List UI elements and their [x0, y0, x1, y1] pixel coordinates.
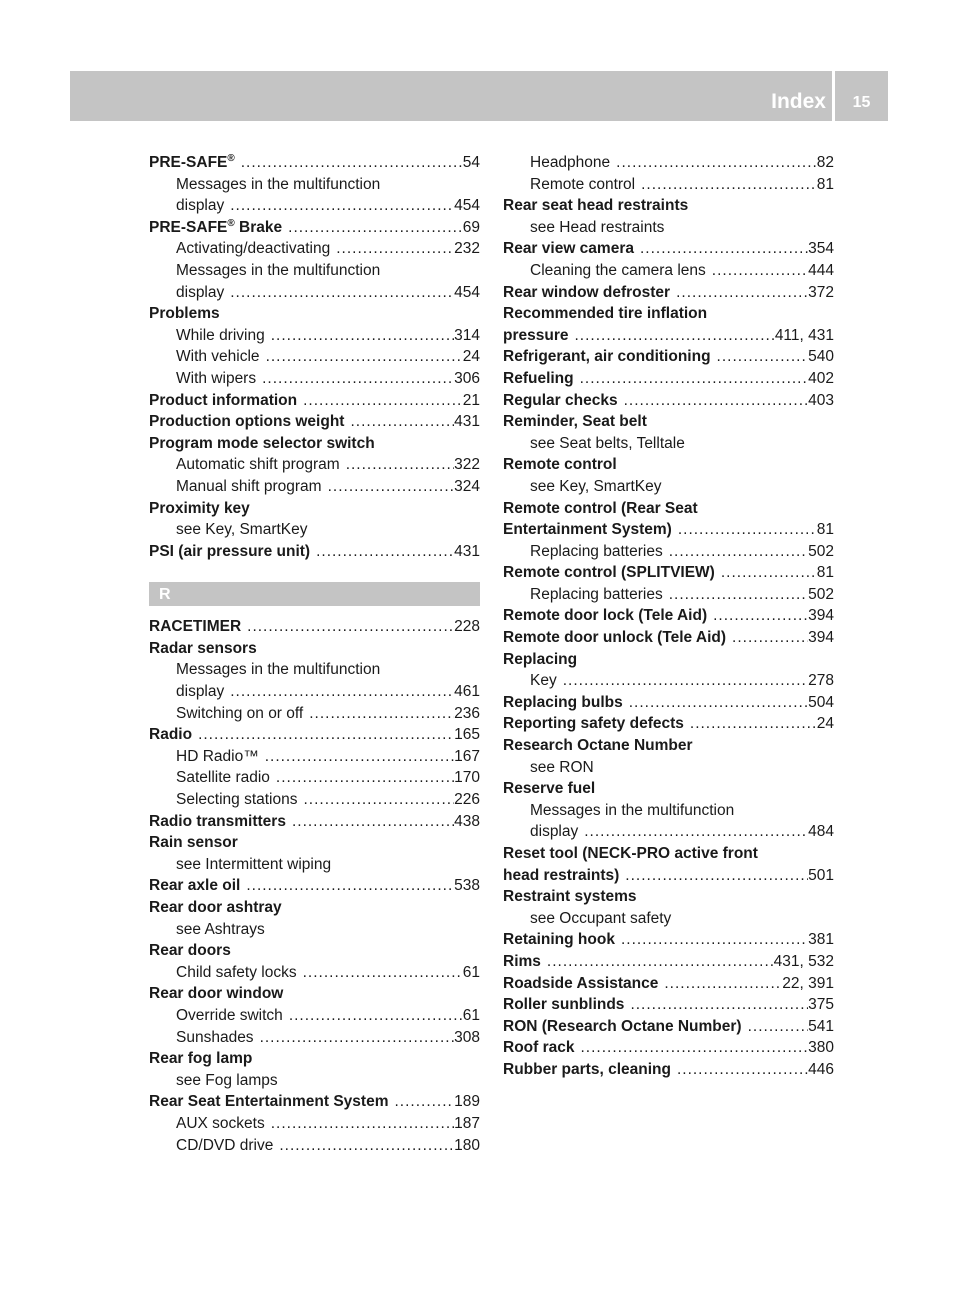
entry-text: Reporting safety defects: [503, 715, 684, 733]
index-entry[interactable]: [503, 325, 834, 347]
entry-text: Messages in the multifunction: [176, 661, 381, 679]
index-subentry[interactable]: [149, 346, 480, 368]
entry-text: Manual shift program: [176, 477, 322, 495]
dot-leader: [610, 152, 817, 174]
entry-text: Radio transmitters: [149, 812, 286, 830]
entry-page-number[interactable]: 167: [454, 747, 480, 765]
entry-page-number[interactable]: 314: [454, 326, 480, 344]
entry-text: Product information: [149, 391, 298, 409]
entry-text: Proximity key: [149, 499, 250, 517]
index-subentry[interactable]: [503, 541, 834, 563]
entry-page-number[interactable]: 187: [454, 1114, 480, 1132]
entry-text: Research Octane Number: [503, 737, 693, 755]
entry-text: Rear seat head restraints: [503, 197, 689, 215]
index-entry[interactable]: [149, 1091, 480, 1113]
entry-page-number[interactable]: 375: [808, 996, 834, 1014]
index-entry[interactable]: [503, 1016, 834, 1038]
entry-text: RACETIMER: [149, 618, 242, 636]
entry-text: PRE-SAFE®: [149, 152, 235, 171]
index-subentry: [503, 757, 834, 779]
entry-text: Rims: [503, 952, 541, 970]
index-entry[interactable]: [503, 713, 834, 735]
dot-leader: [574, 368, 809, 390]
index-subentry[interactable]: [149, 282, 480, 304]
entry-text: Replacing batteries: [530, 542, 663, 560]
entry-text: Remote door unlock (Tele Aid): [503, 629, 727, 647]
entry-page-number[interactable]: 461: [454, 683, 480, 701]
index-entry[interactable]: [503, 346, 834, 368]
entry-text: Refueling: [503, 369, 574, 387]
entry-text: Program mode selector switch: [149, 434, 375, 452]
entry-text: HD Radio™: [176, 747, 259, 765]
index-subentry[interactable]: [149, 746, 480, 768]
entry-page-number[interactable]: 228: [454, 618, 480, 636]
index-subentry: [149, 1070, 480, 1092]
entry-text: see Seat belts, Telltale: [530, 434, 685, 452]
entry-text: Remote door lock (Tele Aid): [503, 607, 708, 625]
index-subentry[interactable]: [503, 174, 834, 196]
index-subentry: [503, 800, 834, 822]
entry-page-number[interactable]: 381: [808, 931, 834, 949]
entry-text: Entertainment System): [503, 521, 672, 539]
dot-leader: [265, 325, 454, 347]
index-entry[interactable]: [503, 627, 834, 649]
index-list-before: [149, 152, 480, 562]
entry-text: Switching on or off: [176, 704, 304, 722]
dot-leader: [707, 605, 808, 627]
index-column-right: [503, 152, 834, 1081]
index-list-after: [149, 616, 480, 1156]
entry-text: see Ashtrays: [176, 920, 265, 938]
section-letter-bar: R: [149, 582, 480, 606]
entry-text: With wipers: [176, 369, 257, 387]
dot-leader: [265, 1113, 454, 1135]
index-entry: [149, 940, 480, 962]
entry-page-number[interactable]: 454: [454, 197, 480, 215]
entry-text: AUX sockets: [176, 1114, 265, 1132]
index-entry: [149, 303, 480, 325]
index-subentry: [503, 217, 834, 239]
entry-text: Rear view camera: [503, 240, 634, 258]
entry-text: While driving: [176, 326, 265, 344]
entry-page-number[interactable]: 180: [454, 1136, 480, 1154]
dot-leader: [241, 616, 454, 638]
index-subentry[interactable]: [503, 821, 834, 843]
index-entry[interactable]: [503, 562, 834, 584]
entry-text: Child safety locks: [176, 963, 297, 981]
index-entry[interactable]: [503, 238, 834, 260]
dot-leader: [715, 562, 817, 584]
entry-text: Rear axle oil: [149, 877, 241, 895]
entry-page-number[interactable]: 444: [808, 261, 834, 279]
dot-leader: [303, 703, 454, 725]
index-list-right: [503, 152, 834, 1081]
entry-text: Radar sensors: [149, 639, 257, 657]
entry-page-number[interactable]: 61: [462, 1006, 480, 1024]
index-entry[interactable]: [503, 605, 834, 627]
index-entry[interactable]: [503, 282, 834, 304]
entry-text: Key: [530, 672, 557, 690]
index-entry[interactable]: [503, 390, 834, 412]
entry-text: display: [530, 823, 579, 841]
entry-page-number[interactable]: 308: [454, 1028, 480, 1046]
index-entry[interactable]: [149, 616, 480, 638]
entry-text: Refrigerant, air conditioning: [503, 348, 711, 366]
entry-page-number[interactable]: 22, 391: [782, 974, 834, 992]
dot-leader: [623, 692, 808, 714]
dot-leader: [298, 789, 455, 811]
dot-leader: [615, 929, 808, 951]
entry-page-number[interactable]: 372: [808, 283, 834, 301]
entry-page-number[interactable]: 24: [816, 715, 834, 733]
dot-leader: [568, 325, 774, 347]
dot-leader: [254, 1027, 455, 1049]
index-subentry[interactable]: [149, 476, 480, 498]
index-subentry[interactable]: [149, 962, 480, 984]
index-subentry: [149, 854, 480, 876]
entry-text: Production options weight: [149, 413, 345, 431]
entry-page-number[interactable]: 411, 431: [774, 326, 834, 344]
entry-text: see RON: [530, 758, 594, 776]
entry-text: see Fog lamps: [176, 1071, 278, 1089]
index-entry[interactable]: [503, 994, 834, 1016]
index-subentry: [149, 919, 480, 941]
dot-leader: [578, 821, 808, 843]
entry-text: Recommended tire inflation: [503, 305, 708, 323]
entry-text: PRE-SAFE® Brake: [149, 217, 283, 236]
index-entry: [503, 649, 834, 671]
entry-text: Satellite radio: [176, 769, 270, 787]
dot-leader: [273, 1135, 454, 1157]
entry-text: Roadside Assistance: [503, 974, 659, 992]
entry-text: Radio: [149, 726, 193, 744]
entry-text: Headphone: [530, 154, 611, 171]
entry-page-number[interactable]: 402: [808, 369, 834, 387]
entry-text: Remote control (SPLITVIEW): [503, 564, 715, 582]
entry-page-number[interactable]: 394: [808, 607, 834, 625]
dot-leader: [541, 951, 774, 973]
entry-text: Rear Seat Entertainment System: [149, 1093, 389, 1111]
entry-page-number[interactable]: 236: [454, 704, 480, 722]
dot-leader: [297, 962, 463, 984]
dot-leader: [575, 1037, 809, 1059]
dot-leader: [256, 368, 454, 390]
entry-text: Reserve fuel: [503, 780, 596, 798]
index-subentry[interactable]: [503, 260, 834, 282]
entry-text: display: [176, 683, 225, 701]
entry-text: Cleaning the camera lens: [530, 261, 706, 279]
index-entry: [503, 498, 834, 520]
entry-page-number[interactable]: 438: [454, 812, 480, 830]
index-subentry[interactable]: [149, 238, 480, 260]
dot-leader: [672, 519, 817, 541]
entry-text: Rain sensor: [149, 834, 238, 852]
index-entry: [503, 454, 834, 476]
index-subentry[interactable]: [149, 325, 480, 347]
dot-leader: [388, 1091, 454, 1113]
dot-leader: [663, 584, 808, 606]
index-entry: [503, 303, 834, 325]
entry-text: see Intermittent wiping: [176, 855, 332, 873]
dot-leader: [711, 346, 809, 368]
entry-page-number[interactable]: 540: [808, 348, 834, 366]
entry-page-number[interactable]: 81: [816, 521, 834, 539]
entry-text: Rubber parts, cleaning: [503, 1060, 671, 1078]
index-entry[interactable]: [503, 865, 834, 887]
entry-text: Reset tool (NECK-PRO active front: [503, 845, 758, 862]
index-entry[interactable]: [503, 368, 834, 390]
entry-page-number[interactable]: 502: [808, 542, 834, 560]
dot-leader: [283, 1005, 463, 1027]
entry-page-number[interactable]: 322: [454, 456, 480, 474]
entry-page-number[interactable]: 431: [454, 413, 480, 431]
index-subentry: [149, 519, 480, 541]
index-entry[interactable]: [503, 973, 834, 995]
index-entry: [503, 843, 834, 865]
dot-leader: [310, 541, 454, 563]
entry-text: see Head restraints: [530, 218, 665, 236]
entry-page-number[interactable]: 484: [808, 823, 834, 841]
entry-text: see Key, SmartKey: [176, 521, 308, 539]
dot-leader: [635, 174, 817, 196]
index-subentry[interactable]: [149, 1135, 480, 1157]
dot-leader: [224, 681, 454, 703]
index-entry: [503, 195, 834, 217]
entry-text: Automatic shift program: [176, 456, 340, 474]
dot-leader: [742, 1016, 809, 1038]
entry-page-number[interactable]: 501: [808, 866, 834, 884]
dot-leader: [330, 238, 454, 260]
dot-leader: [726, 627, 808, 649]
index-subentry[interactable]: [149, 1027, 480, 1049]
index-subentry: [503, 476, 834, 498]
entry-text: see Occupant safety: [530, 909, 672, 927]
entry-text: display: [176, 197, 225, 215]
entry-page-number[interactable]: 189: [454, 1093, 480, 1111]
index-subentry: [149, 659, 480, 681]
dot-leader: [259, 746, 454, 768]
dot-leader: [618, 390, 809, 412]
index-entry[interactable]: [503, 1037, 834, 1059]
index-subentry: [149, 260, 480, 282]
index-subentry[interactable]: [149, 767, 480, 789]
dot-leader: [192, 724, 454, 746]
entry-page-number[interactable]: 403: [808, 391, 834, 409]
entry-text: Remote control (Rear Seat: [503, 499, 698, 517]
entry-page-number[interactable]: 354: [808, 240, 834, 258]
entry-text: Override switch: [176, 1006, 283, 1024]
entry-text: pressure: [503, 326, 569, 344]
index-entry[interactable]: [149, 724, 480, 746]
entry-text: Sunshades: [176, 1028, 254, 1046]
index-entry[interactable]: [149, 411, 480, 433]
index-entry[interactable]: [503, 519, 834, 541]
dot-leader: [344, 411, 454, 433]
entry-text: Regular checks: [503, 391, 618, 409]
entry-page-number[interactable]: 81: [816, 564, 834, 582]
entry-page-number[interactable]: 504: [808, 693, 834, 711]
entry-text: Activating/deactivating: [176, 240, 331, 258]
entry-text: Messages in the multifunction: [176, 261, 381, 279]
entry-page-number[interactable]: 69: [462, 218, 480, 236]
entry-text: head restraints): [503, 866, 620, 884]
entry-page-number[interactable]: 278: [808, 672, 834, 690]
entry-page-number[interactable]: 324: [454, 477, 480, 495]
entry-page-number[interactable]: 24: [462, 348, 480, 366]
index-entry[interactable]: [149, 811, 480, 833]
entry-page-number[interactable]: 502: [808, 585, 834, 603]
index-entry[interactable]: [149, 875, 480, 897]
index-subentry: [503, 433, 834, 455]
entry-text: Roller sunblinds: [503, 996, 625, 1014]
index-subentry[interactable]: [503, 670, 834, 692]
index-entry: [149, 433, 480, 455]
entry-page-number[interactable]: 61: [462, 963, 480, 981]
entry-text: Replacing: [503, 650, 578, 668]
dot-leader: [557, 670, 808, 692]
entry-page-number[interactable]: 431: [454, 542, 480, 560]
dot-leader: [670, 282, 808, 304]
entry-text: Selecting stations: [176, 791, 298, 809]
dot-leader: [235, 152, 463, 174]
entry-page-number[interactable]: 380: [808, 1039, 834, 1057]
entry-text: Rear doors: [149, 942, 231, 960]
entry-page-number[interactable]: 232: [454, 240, 480, 258]
entry-text: Retaining hook: [503, 931, 615, 949]
entry-text: Replacing bulbs: [503, 693, 623, 711]
entry-text: Roof rack: [503, 1039, 575, 1057]
entry-page-number[interactable]: 454: [454, 283, 480, 301]
entry-text: Rear fog lamp: [149, 1050, 253, 1068]
index-entry[interactable]: [149, 390, 480, 412]
index-subentry: [149, 174, 480, 196]
index-subentry[interactable]: [503, 584, 834, 606]
index-entry[interactable]: [149, 152, 480, 174]
dot-leader: [282, 217, 463, 239]
entry-page-number[interactable]: 165: [454, 726, 480, 744]
index-subentry[interactable]: [149, 1113, 480, 1135]
dot-leader: [624, 994, 808, 1016]
index-entry[interactable]: [503, 692, 834, 714]
entry-page-number[interactable]: 538: [454, 877, 480, 895]
entry-text: Restraint systems: [503, 888, 637, 906]
entry-text: Rear door window: [149, 985, 284, 1003]
entry-text: Problems: [149, 305, 220, 323]
entry-text: RON (Research Octane Number): [503, 1017, 742, 1035]
entry-text: display: [176, 283, 225, 301]
entry-text: Rear window defroster: [503, 283, 671, 301]
dot-leader: [260, 346, 463, 368]
index-subentry[interactable]: [149, 454, 480, 476]
index-subentry[interactable]: [503, 152, 834, 174]
index-entry: [149, 832, 480, 854]
index-entry[interactable]: [503, 1059, 834, 1081]
index-entry: [149, 983, 480, 1005]
index-entry: [149, 1048, 480, 1070]
entry-text: Messages in the multifunction: [176, 175, 381, 193]
dot-leader: [706, 260, 808, 282]
entry-page-number[interactable]: 54: [462, 154, 480, 171]
dot-leader: [297, 390, 463, 412]
entry-page-number[interactable]: 170: [454, 769, 480, 787]
index-entry[interactable]: [149, 217, 480, 239]
entry-page-number[interactable]: 306: [454, 369, 480, 387]
index-subentry[interactable]: [149, 703, 480, 725]
dot-leader: [224, 282, 454, 304]
page-number: 15: [852, 94, 871, 111]
dot-leader: [270, 767, 454, 789]
index-subentry[interactable]: [149, 789, 480, 811]
entry-text: Remote control: [530, 175, 636, 193]
dot-leader: [340, 454, 454, 476]
entry-page-number[interactable]: 21: [462, 391, 480, 409]
entry-text: Rear door ashtray: [149, 899, 282, 916]
entry-page-number[interactable]: 394: [808, 629, 834, 647]
index-entry[interactable]: [503, 929, 834, 951]
index-entry[interactable]: [149, 541, 480, 563]
entry-text: PSI (air pressure unit): [149, 542, 311, 560]
index-entry: [503, 735, 834, 757]
index-subentry[interactable]: [149, 681, 480, 703]
dot-leader: [322, 476, 455, 498]
index-entry: [149, 897, 480, 919]
entry-text: CD/DVD drive: [176, 1136, 274, 1154]
dot-leader: [634, 238, 808, 260]
index-entry: [503, 886, 834, 908]
dot-leader: [224, 195, 454, 217]
entry-text: Messages in the multifunction: [530, 801, 735, 819]
dot-leader: [684, 713, 817, 735]
entry-page-number[interactable]: 446: [808, 1060, 834, 1078]
index-subentry[interactable]: [149, 368, 480, 390]
entry-page-number[interactable]: 82: [816, 154, 834, 171]
entry-text: Remote control: [503, 456, 617, 474]
index-column-left: [149, 152, 480, 1156]
index-subentry: [503, 908, 834, 930]
dot-leader: [286, 811, 454, 833]
index-entry: [503, 411, 834, 433]
index-subentry[interactable]: [149, 195, 480, 217]
dot-leader: [671, 1059, 808, 1081]
index-subentry[interactable]: [149, 1005, 480, 1027]
entry-text: Reminder, Seat belt: [503, 413, 647, 431]
dot-leader: [663, 541, 808, 563]
index-entry: [149, 498, 480, 520]
index-entry: [503, 778, 834, 800]
entry-page-number[interactable]: 541: [808, 1017, 834, 1035]
dot-leader: [619, 865, 808, 887]
page-title: Index: [771, 90, 826, 113]
entry-text: see Key, SmartKey: [530, 477, 662, 495]
index-entry: [149, 638, 480, 660]
entry-text: Replacing batteries: [530, 585, 663, 603]
entry-page-number[interactable]: 431, 532: [773, 952, 834, 970]
dot-leader: [240, 875, 454, 897]
index-entry[interactable]: [503, 951, 834, 973]
entry-page-number[interactable]: 226: [454, 791, 480, 809]
entry-text: With vehicle: [176, 348, 260, 366]
dot-leader: [658, 973, 782, 995]
entry-page-number[interactable]: 81: [816, 175, 834, 193]
